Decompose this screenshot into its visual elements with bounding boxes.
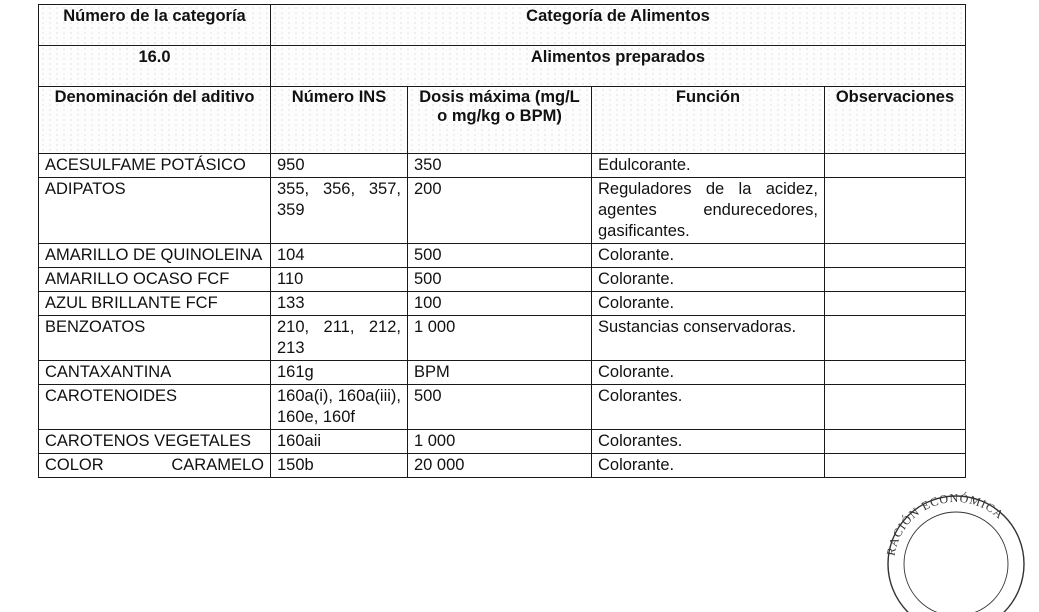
notes	[825, 385, 966, 430]
official-stamp-seal	[880, 492, 1030, 612]
additives-table	[38, 4, 966, 478]
notes	[825, 268, 966, 292]
additive-name: AZUL BRILLANTE FCF	[39, 292, 271, 316]
additive-name: CANTAXANTINA	[39, 361, 271, 385]
function: Colorante.	[592, 361, 825, 385]
max-dose: BPM	[408, 361, 592, 385]
max-dose: 20 000	[408, 454, 592, 478]
additive-name: ACESULFAME POTÁSICO	[39, 154, 271, 178]
ins-number: 355, 356, 357, 359	[271, 178, 408, 244]
max-dose: 1 000	[408, 316, 592, 361]
max-dose: 1 000	[408, 430, 592, 454]
category-number-value: 16.0	[39, 46, 271, 87]
ins-number: 110	[271, 268, 408, 292]
max-dose: 200	[408, 178, 592, 244]
ins-number: 161g	[271, 361, 408, 385]
ins-number: 133	[271, 292, 408, 316]
table-row	[39, 385, 966, 430]
max-dose: 500	[408, 244, 592, 268]
column-header-function: Función	[592, 87, 825, 154]
ins-number: 160a(i), 160a(iii), 160e, 160f	[271, 385, 408, 430]
function: Colorantes.	[592, 385, 825, 430]
table-row	[39, 454, 966, 478]
category-number-label: Número de la categoría	[39, 5, 271, 46]
max-dose: 500	[408, 268, 592, 292]
column-header-ins: Número INS	[271, 87, 408, 154]
function: Sustancias conservadoras.	[592, 316, 825, 361]
table-row	[39, 244, 966, 268]
function: Colorante.	[592, 244, 825, 268]
notes	[825, 316, 966, 361]
function: Edulcorante.	[592, 154, 825, 178]
table-row	[39, 292, 966, 316]
additive-name: AMARILLO OCASO FCF	[39, 268, 271, 292]
stamp-text: RACIÓN ECONÓMICA	[883, 490, 1007, 557]
function: Colorante.	[592, 454, 825, 478]
ins-number: 210, 211, 212, 213	[271, 316, 408, 361]
function: Colorante.	[592, 292, 825, 316]
category-header-row	[39, 5, 966, 46]
ins-number: 160aii	[271, 430, 408, 454]
notes	[825, 361, 966, 385]
ins-number: 150b	[271, 454, 408, 478]
table-row	[39, 268, 966, 292]
additive-name: COLOR CARAMELO	[39, 454, 271, 478]
max-dose: 100	[408, 292, 592, 316]
additive-name: AMARILLO DE QUINOLEINA	[39, 244, 271, 268]
ins-number: 104	[271, 244, 408, 268]
additive-name: ADIPATOS	[39, 178, 271, 244]
column-header-dose: Dosis máxima (mg/L o mg/kg o BPM)	[408, 87, 592, 154]
function: Colorante.	[592, 268, 825, 292]
notes	[825, 430, 966, 454]
notes	[825, 178, 966, 244]
additive-name: BENZOATOS	[39, 316, 271, 361]
notes	[825, 154, 966, 178]
category-label: Categoría de Alimentos	[271, 5, 966, 46]
column-header-notes: Observaciones	[825, 87, 966, 154]
max-dose: 350	[408, 154, 592, 178]
notes	[825, 454, 966, 478]
additive-name: CAROTENOS VEGETALES	[39, 430, 271, 454]
function: Colorantes.	[592, 430, 825, 454]
table-row	[39, 430, 966, 454]
table-row	[39, 154, 966, 178]
category-value-row	[39, 46, 966, 87]
category-value: Alimentos preparados	[271, 46, 966, 87]
notes	[825, 292, 966, 316]
column-header-name: Denominación del aditivo	[39, 87, 271, 154]
table-row	[39, 361, 966, 385]
table-row	[39, 316, 966, 361]
max-dose: 500	[408, 385, 592, 430]
additive-name: CAROTENOIDES	[39, 385, 271, 430]
column-header-row	[39, 87, 966, 154]
ins-number: 950	[271, 154, 408, 178]
notes	[825, 244, 966, 268]
table-row	[39, 178, 966, 244]
function: Reguladores de la acidez, agentes endurecedores, gasificantes.	[592, 178, 825, 244]
